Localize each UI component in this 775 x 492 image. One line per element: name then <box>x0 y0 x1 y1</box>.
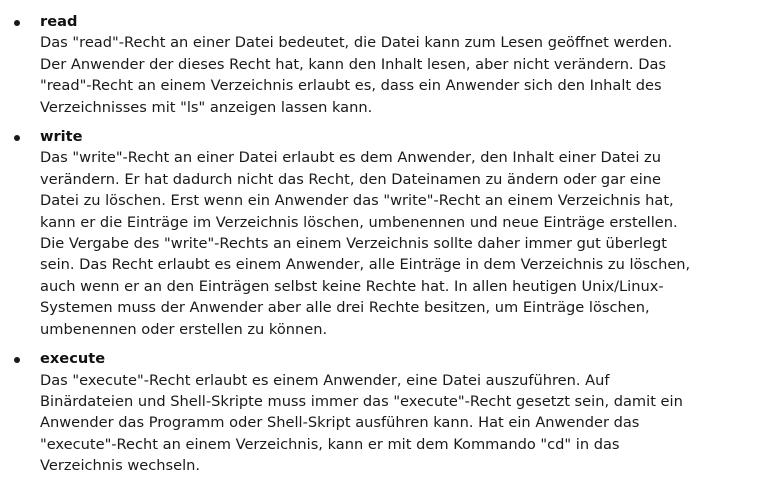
bullet-icon <box>14 357 20 363</box>
description-line: Der Anwender der dieses Recht hat, kann den Inhalt lesen, aber nicht verändern. Das <box>40 55 666 73</box>
description-line: auch wenn er an den Einträgen selbst keine Rechte hat. In allen heutigen Unix/Linux- <box>40 277 664 295</box>
permission-description <box>40 32 760 118</box>
permission-description <box>40 370 760 477</box>
description-line: "execute"-Recht an einem Verzeichnis, kann er mit dem Kommando "cd" in das <box>40 435 620 453</box>
description-line: Das "execute"-Recht erlaubt es einem Anwender, eine Datei auszuführen. Auf <box>40 371 610 389</box>
description-line: Anwender das Programm oder Shell-Skript ausführen kann. Hat ein Anwender das <box>40 414 640 432</box>
description-line: Datei zu löschen. Erst wenn ein Anwender das "write"-Recht an einem Verzeichnis hat, <box>40 192 674 210</box>
permission-item-write <box>0 126 775 340</box>
description-line: Das "write"-Recht an einer Datei erlaubt es dem Anwender, den Inhalt einer Datei zu <box>40 149 661 167</box>
description-line: Die Vergabe des "write"-Rechts an einem Verzeichnis sollte daher immer gut überlegt <box>40 235 667 253</box>
description-line: Das "read"-Recht an einer Datei bedeutet, die Datei kann zum Lesen geöffnet werden. <box>40 34 673 52</box>
description-line: Verzeichnisses mit "ls" anzeigen lassen kann. <box>40 98 373 116</box>
description-line: "read"-Recht an einem Verzeichnis erlaubt es, dass ein Anwender sich den Inhalt des <box>40 77 662 95</box>
description-line: verändern. Er hat dadurch nicht das Recht, den Dateinamen zu ändern oder gar eine <box>40 170 662 188</box>
permission-term: execute <box>40 350 106 368</box>
description-line: sein. Das Recht erlaubt es einem Anwender, alle Einträge in dem Verzeichnis zu löschen, <box>40 256 691 274</box>
permission-description <box>40 147 760 340</box>
permission-item-read <box>0 11 775 118</box>
description-line: Verzeichnis wechseln. <box>40 457 201 475</box>
description-line: Binärdateien und Shell-Skripte muss immer das "execute"-Recht gesetzt sein, damit ein <box>40 392 683 410</box>
permission-term: read <box>40 13 78 30</box>
permission-term: write <box>40 128 83 146</box>
description-line: umbenennen oder erstellen zu können. <box>40 320 328 338</box>
bullet-icon <box>14 135 20 141</box>
bullet-icon <box>14 20 20 26</box>
permission-item-execute <box>0 348 775 476</box>
description-line: Systemen muss der Anwender aber alle drei Rechte besitzen, um Einträge löschen, <box>40 299 650 317</box>
description-line: kann er die Einträge im Verzeichnis löschen, umbenennen und neue Einträge erstellen. <box>40 213 678 231</box>
